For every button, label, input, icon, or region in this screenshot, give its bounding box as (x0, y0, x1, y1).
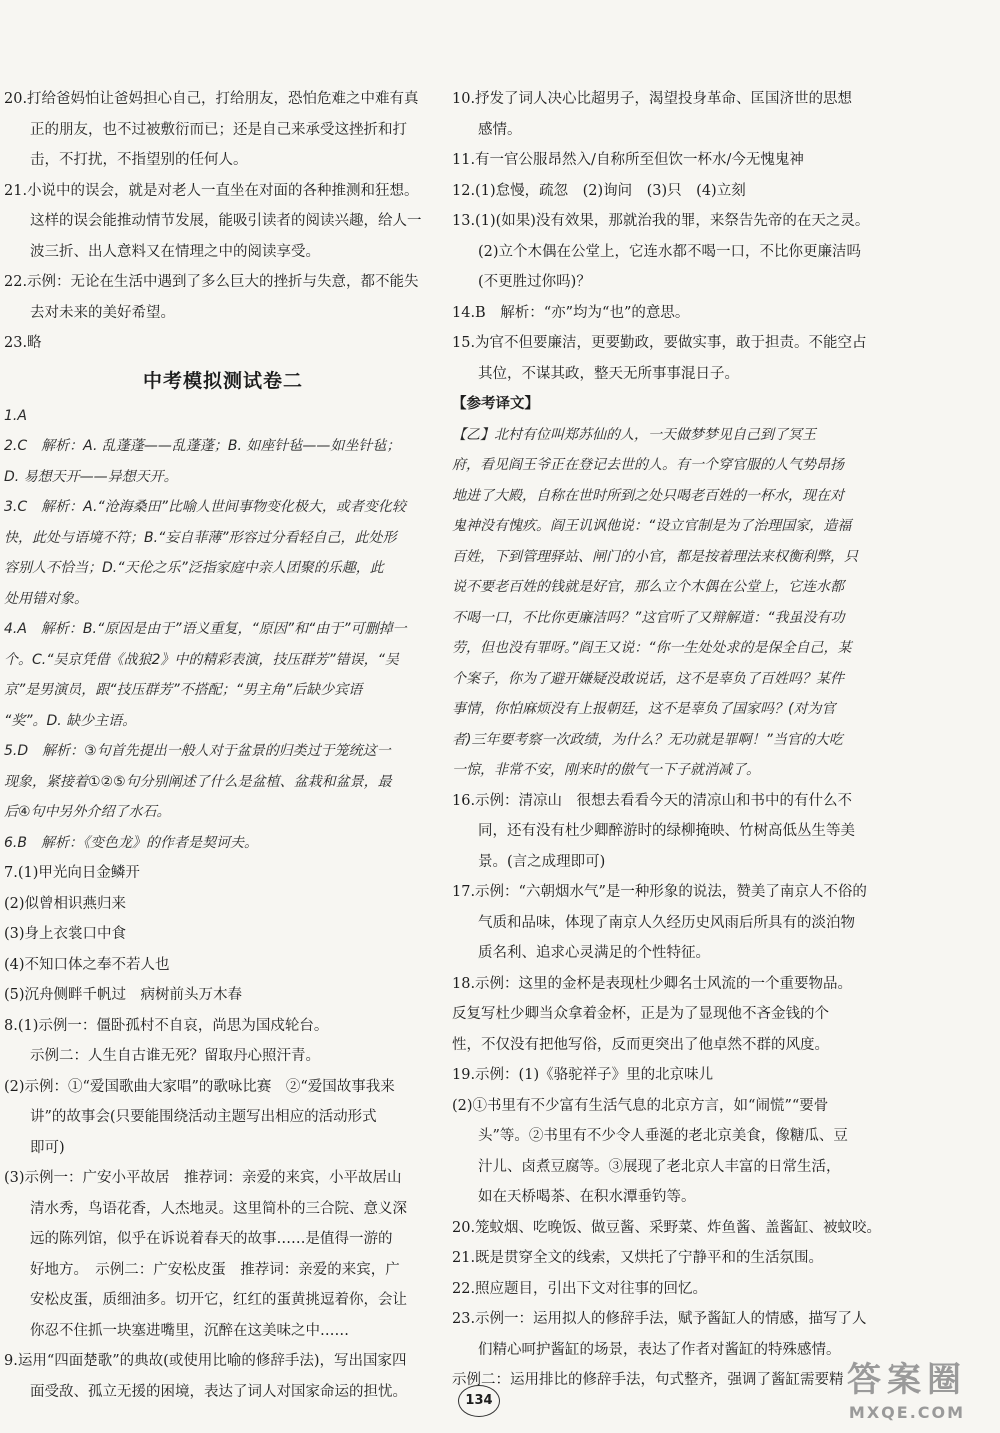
answer-20-exam2: 20.笼蚊烟、吃晚饭、做豆酱、采野菜、炸鱼酱、盖酱缸、被蚊咬。 (452, 1219, 882, 1236)
answer-7: 7.(1)甲光向日金鳞开 (2)似曾相识燕归来 (3)身上衣裳口中食 (4)不知口体之奉不若人也 (5)沉舟侧畔千帆过 病树前头万木春 (4, 865, 243, 1003)
answer-5: 5.D 解析：③句首先提出一般人对于盆景的归类过于笼统这一 现象，紧接着①②⑤句分别阐述了什么是盆植、盆栽和盆景，最 后④句中另外介绍了水石。 (4, 743, 392, 820)
reference-translation-title: 【参考译文】 (452, 395, 539, 412)
answer-20: 20.打给爸妈怕让爸妈担心自己，打给朋友，恐怕危难之中难有真 正的朋友，也不过被敷衍而已；还是自己来承受这挫折和打 击，不打扰，不指望别的任何人。 (4, 91, 419, 168)
answer-6: 6.B 解析：《变色龙》的作者是契诃夫。 (4, 834, 258, 851)
answer-12: 12.(1)怠慢，疏忽 (2)询问 (3)只 (4)立刻 (452, 182, 746, 199)
page-number: 134 (458, 1385, 500, 1417)
answer-15: 15.为官不但要廉洁，更要勤政，要做实事，敢于担责。不能空占 其位，不谋其政，整天无所事事混日子。 (452, 335, 867, 382)
answer-18: 18.示例：这里的金杯是表现杜少卿名士风流的一个重要物品。 反复写杜少卿当众拿着金杯，正是为了显现他不吝金钱的个 性，不仅没有把他写俗，反而更突出了他卓然不群的风度。 (452, 975, 853, 1053)
answer-1: 1.A (4, 407, 27, 424)
answer-19: 19.示例：(1)《骆驼祥子》里的北京味儿 (2)①书里有不少富有生活气息的北京方言，如“闹慌”“要骨 头”等。②书里有不少令人垂涎的老北京美食，像糖瓜、豆 汁儿、卤煮豆腐等。③展现了老北京人丰富的日常生活， 如在天桥喝茶、在积水潭垂钓等。 (452, 1067, 848, 1205)
answer-23-exam2: 23.示例一：运用拟人的修辞手法，赋予酱缸人的情感，描写了人 们精心呵护酱缸的场景，表达了作者对酱缸的特殊感情。 示例二：运用排比的修辞手法，句式整齐，强调了酱缸需要精 (452, 1311, 867, 1388)
watermark-url: MXQE.COM (848, 1403, 966, 1422)
answer-21: 21.小说中的误会，就是对老人一直坐在对面的各种推测和狂想。 这样的误会能推动情节发展，能吸引读者的阅读兴趣，给人一 波三折、出人意料又在情理之中的阅读享受。 (4, 182, 422, 260)
answer-22: 22.示例：无论在生活中遇到了多么巨大的挫折与失意，都不能失 去对未来的美好希望。 (4, 274, 419, 321)
answer-10: 10.抒发了词人决心比超男子，渴望投身革命、匡国济世的思想 感情。 (452, 91, 853, 138)
answer-3: 3.C 解析：A.“沧海桑田”比喻人世间事物变化极大，或者变化较 快，此处与语境不符；B.“妄自菲薄”形容过分看轻自己，此处形 容别人不恰当；D.“天伦之乐”泛指家庭中亲人团聚的乐趣，此 处用错对象。 (4, 499, 406, 607)
left-column (4, 84, 442, 1407)
answer-9: 9.运用“四面楚歌”的典故(或使用比喻的修辞手法)，写出国家四 面受敌、孤立无援的困境，表达了词人对国家命运的担忧。 (4, 1353, 407, 1400)
answer-4: 4.A 解析：B.“原因是由于”语义重复，“原因”和“由于”可删掉一 个。C.“吴京凭借《战狼2》中的精彩表演，技压群芳”错误，“吴 京”是男演员，跟“技压群芳”不搭配；“男主角”后缺少宾语 “奖”。D. 缺少主语。 (4, 621, 407, 729)
handwritten-answers (4, 401, 442, 859)
watermark-logo (818, 1358, 996, 1430)
watermark-main: 答案圈 (847, 1360, 967, 1400)
section-title: 中考模拟测试卷二 (142, 369, 303, 392)
answer-14: 14.B 解析：“亦”均为“也”的意思。 (452, 304, 690, 321)
answer-2: 2.C 解析：A. 乱蓬蓬——乱蓬蓬；B. 如座针毡——如坐针毡； D. 易想天开——异想天开。 (4, 438, 401, 485)
right-column (452, 84, 888, 1396)
answer-22-exam2: 22.照应题目，引出下文对往事的回忆。 (452, 1280, 708, 1297)
answer-11: 11.有一官公服昂然入/自称所至但饮一杯水/今无愧鬼神 (452, 152, 804, 168)
answer-17: 17.示例：“六朝烟水气”是一种形象的说法，赞美了南京人不俗的 气质和品味，体现了南京人久经历史风雨后所具有的淡泊物 质名利、追求心灵满足的个性特征。 (452, 884, 867, 961)
answer-8: 8.(1)示例一：僵卧孤村不自哀，尚思为国戍轮台。 示例二：人生自古谁无死？留取丹心照汗青。 (2)示例：①“爱国歌曲大家唱”的歌咏比赛 ②“爱国故事我来 讲”的故事会(只要能围绕活动主题写出相应的活动形式 即可) (3)示例一：广安小平故居 推荐词：亲爱的来宾，小平故居山 清水秀，鸟语花香，人杰地灵。这里简朴的三合院、意义深 远的陈列馆，似乎在诉说着春天的故事……是值得一游的 好地方。 示例二：广安松皮蛋 推荐词：亲爱的来宾，广 安松皮蛋，质细油多。切开它，红红的蛋黄挑逗着你，会让 你忍不住抓一块塞进嘴里，沉醉在这美味之中…… (4, 1017, 407, 1339)
reference-translation: 【乙】北村有位叫郑苏仙的人，一天做梦梦见自己到了冥王 府，看见阎王爷正在登记去世的人。有一个穿官服的人气势昂扬 地进了大殿，自称在世时所到之处只喝老百姓的一杯水，现在对 鬼神没有愧疚。阎王讥讽他说：“设立官制是为了治理国家，造福 百姓，下到管理驿站、闸门的小官，都是按着理法来权衡利弊，只 说不要老百姓的钱就是好官，那么立个木偶在公堂上，它连水都 不喝一口，不比你更廉洁吗？”这官听了又辩解道：“我虽没有功 劳，但也没有罪呀。”阎王又说：“你一生处处求的是保全自己，某 个案子，你为了避开嫌疑没敢说话，这不是辜负了百姓吗？某件 事情，你怕麻烦没有上报朝廷，这不是辜负了国家吗？(对为官 者)三年要考察一次政绩，为什么？无功就是罪啊！”当官的大吃 一惊，非常不安，刚来时的傲气一下子就消减了。 (452, 426, 858, 778)
answer-21-exam2: 21.既是贯穿全文的线索，又烘托了宁静平和的生活氛围。 (452, 1250, 824, 1266)
answer-13: 13.(1)(如果)没有效果，那就治我的罪，来祭告先帝的在天之灵。 (2)立个木偶在公堂上，它连水都不喝一口，不比你更廉洁吗 (不更胜过你吗)？ (452, 213, 870, 290)
answer-23: 23.略 (4, 335, 42, 351)
answer-16: 16.示例：清凉山 很想去看看今天的清凉山和书中的有什么不 同，还有没有杜少卿醉游时的绿柳掩映、竹树高低丛生等美 景。(言之成理即可) (452, 792, 855, 870)
